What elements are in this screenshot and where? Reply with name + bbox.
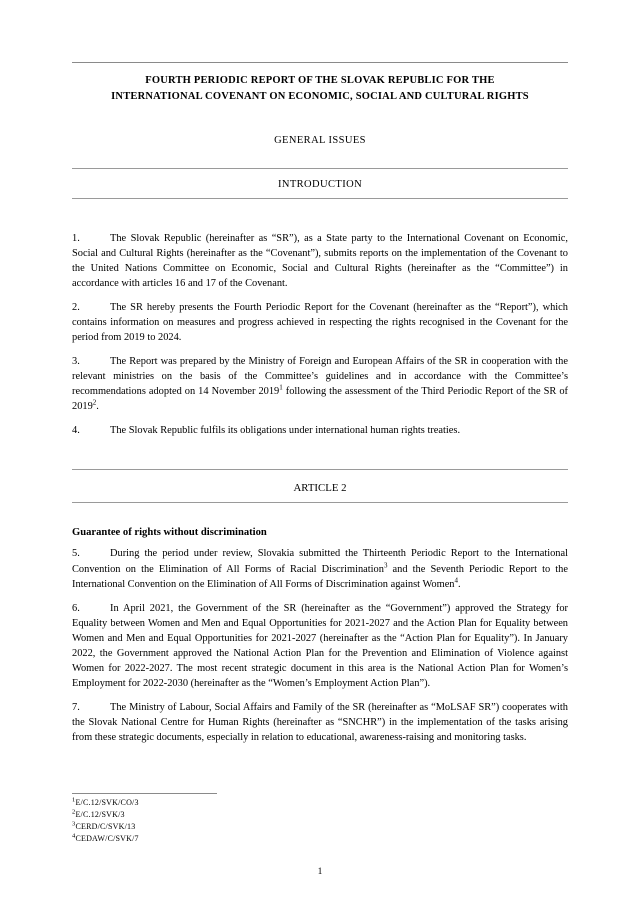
paragraph-text-cont: following the assessment of the Third Periodic Report of the SR of 2019 [72,386,568,413]
paragraph-number: 6. [72,602,80,614]
paragraph-text: During the period under review, Slovakia submitted the Thirteenth Periodic Report to the International Convention on the Elimination of All Forms of Racial Discrimination [72,548,568,575]
paragraph-text-end: . [458,578,461,590]
paragraph-6 [72,601,568,691]
article-divider-top [72,469,568,470]
paragraph-4 [72,423,568,438]
page-number: 1 [317,867,323,877]
footnote-text: E/C.12/SVK/CO/3 [75,798,139,807]
footnote-separator [72,793,217,794]
introduction-divider-top [72,168,568,169]
footnote-text: E/C.12/SVK/3 [75,810,125,819]
section-title: Guarantee of rights without discrimination [72,527,267,539]
paragraph-5 [72,546,568,591]
paragraph-number: 2. [72,301,80,313]
header-divider [72,62,568,63]
introduction-heading: INTRODUCTION [277,178,363,190]
footnote-4 [72,833,372,845]
footnote-area [72,793,372,845]
paragraph-text: The Slovak Republic (hereinafter as “SR”), as a State party to the International Covenant on Economic, Social and Cultural Rights (hereinafter as the “Covenant”), submits reports on the implementation of the Covenant to the United Nations Committee on Economic, Social and Cultural Rights (hereinafter as the “Committee”) in accordance with articles 16 and 17 of the Covenant. [72,232,568,289]
paragraph-text-end: . [96,401,99,413]
paragraph-number: 1. [72,232,80,244]
paragraph-text: The Slovak Republic fulfils its obligations under international human rights treaties. [110,425,461,437]
paragraph-text: The Report was prepared by the Ministry of Foreign and European Affairs of the SR in cooperation with the relevant ministries on the basis of the Committee’s guidelines and in accordance with the Committee’s recommendations adopted on 14 November 2019 [72,356,568,398]
footnote-ref-2[interactable]: 2 [92,398,97,407]
footnote-1 [72,797,372,809]
paragraph-7 [72,700,568,745]
footnote-2 [72,809,372,821]
footnote-marker: 2 [72,808,76,816]
article-divider-bottom [72,502,568,503]
title-line-1: FOURTH PERIODIC REPORT OF THE SLOVAK REPUBLIC FOR THE [145,75,495,86]
paragraph-text: In April 2021, the Government of the SR (hereinafter as the “Government”) approved the Strategy for Equality between Women and Men and Equal Opportunities for 2021-2027 and the Action Plan for Equality between Women and Men and Equal Opportunities for 2021-2027 (hereinafter as the “Action Plan for Equality”). In January 2022, the Government approved the National Action Plan for the Prevention and Elimination of Violence against Women for 2022-2027. The most recent strategic document in this area is the National Action Plan for Women’s Employment for 2022-2030 (hereinafter as the “Women’s Employment Action Plan”). [72,602,568,690]
paragraph-number: 3. [72,356,80,368]
paragraph-number: 4. [72,425,80,437]
paragraph-number: 7. [72,702,80,714]
paragraph-number: 5. [72,548,80,560]
paragraph-text-cont: and the Seventh Periodic Report to the International Convention on the Elimination of All Forms of Discrimination against Women [72,563,568,590]
paragraph-1 [72,231,568,291]
general-issues-heading: GENERAL ISSUES [274,134,366,146]
footnote-3 [72,821,372,833]
footnote-text: CERD/C/SVK/13 [75,822,136,831]
footnote-text: CEDAW/C/SVK/7 [75,834,139,843]
paragraph-3 [72,354,568,414]
footnote-ref-1[interactable]: 1 [279,383,283,392]
document-title [72,73,568,105]
paragraph-2 [72,300,568,345]
footnote-ref-3[interactable]: 3 [383,561,388,570]
title-line-2: INTERNATIONAL COVENANT ON ECONOMIC, SOCIAL AND CULTURAL RIGHTS [111,90,529,102]
paragraph-text: The SR hereby presents the Fourth Periodic Report for the Covenant (hereinafter as the “Report”), which contains information on measures and progress achieved in respecting the rights recognised in the Covenant for the period from 2019 to 2024. [72,301,568,343]
article-heading: ARTICLE 2 [293,482,347,495]
footnote-marker: 4 [72,832,76,840]
introduction-divider-bottom [72,198,568,199]
footnote-ref-4[interactable]: 4 [454,576,459,585]
footnote-marker: 1 [72,796,76,804]
paragraph-text: The Ministry of Labour, Social Affairs and Family of the SR (hereinafter as “MoLSAF SR”) cooperates with the Slovak National Centre for Human Rights (hereinafter as “SNCHR”) in the implementation of the tasks arising from these strategic documents, especially in relation to educational, awareness-raising and monitoring tasks. [72,702,568,744]
footnote-marker: 3 [72,820,76,828]
